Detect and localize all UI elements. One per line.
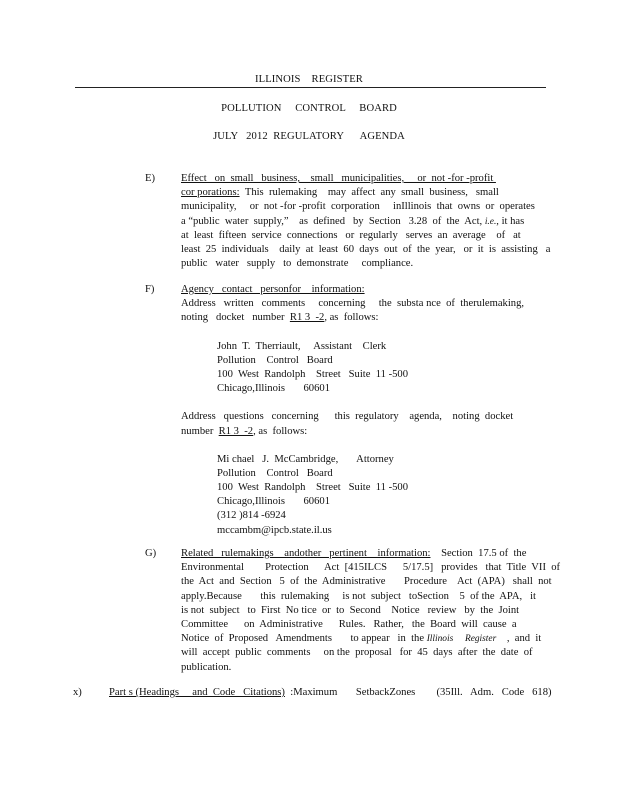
ie-italic: i.e. <box>484 216 497 227</box>
section-g-line-9: publication. <box>181 661 232 673</box>
header-divider <box>75 87 546 88</box>
section-x-heading: Part s (Headings and Code Citations) <box>109 687 285 698</box>
section-g-line-1: Related rulemakings andother pertinent information: Section 17.5 of the <box>181 548 527 559</box>
section-e-line-5: at least fifteen service connections or regularly serves an average of at <box>181 229 521 241</box>
section-e-line-6: least 25 individuals daily at least 60 days out of the year, or it is assisting a <box>181 243 551 255</box>
section-x-line: Part s (Headings and Code Citations) :Maximum SetbackZones (35Ill. Adm. Code 618) <box>109 687 552 698</box>
section-g-line-3: the Act and Section 5 of the Administrative Procedure Act (APA) shall not <box>181 576 552 588</box>
contact-2-line: Pollution Control Board <box>217 467 333 479</box>
section-e-marker: E) <box>145 173 155 184</box>
section-g-line-4: apply.Because this rulemaking is not subject toSection 5 of the APA, it <box>181 590 536 602</box>
section-g-heading: Related rulemakings andother pertinent information: <box>181 548 431 559</box>
board-title: POLLUTION CONTROL BOARD <box>221 103 397 114</box>
section-g-marker: G) <box>145 548 157 559</box>
contact-1-line: John T. Therriault, Assistant Clerk <box>217 340 387 352</box>
section-g-line-6: Committee on Administrative Rules. Rather, the Board will cause a <box>181 618 517 630</box>
section-x-marker: x) <box>73 687 82 698</box>
contact-1-line: Chicago,Illinois 60601 <box>217 383 330 395</box>
contact-2-line: Mi chael J. McCambridge, Attorney <box>217 453 394 465</box>
section-x-text <box>109 686 552 700</box>
contact-1-line: Pollution Control Board <box>217 354 333 366</box>
contact-2-phone: (312 )814 -6924 <box>217 510 286 522</box>
section-e-text <box>181 172 551 271</box>
illinois-register-italic: Illinois Register <box>426 634 497 645</box>
section-f-marker: F) <box>145 284 155 295</box>
section-g-line-2: Environmental Protection Act [415ILCS 5/17.5] provides that Title VII of <box>181 562 561 574</box>
section-g-line-5: is not subject to First No tice or to Second Notice review by the Joint <box>181 604 520 616</box>
contact-2-line: 100 West Randolph Street Suite 11 -500 <box>217 482 408 494</box>
section-f-line-2: Address written comments concerning the substa nce of therulemaking, <box>181 298 525 310</box>
section-f-text <box>181 283 525 538</box>
register-title: ILLINOIS REGISTER <box>255 74 363 85</box>
section-e-line-2b: cor porations: This rulemaking may affect any small business, small <box>181 187 499 199</box>
section-f-heading: Agency contact personfor information: <box>181 284 365 295</box>
section-f-line-3: noting docket number R1 3 -2, as follows: <box>181 312 379 324</box>
section-e-line-1: Effect on small business, small municipalities, or not -for -profit <box>181 173 496 184</box>
section-g-line-8: will accept public comments on the proposal for 45 days after the date of <box>181 647 533 659</box>
section-f-line-1 <box>181 283 511 297</box>
contact-2-email: mccambm@ipcb.state.il.us <box>217 524 332 536</box>
contact-block-attorney <box>181 453 511 538</box>
contact-2-line: Chicago,Illinois 60601 <box>217 496 330 508</box>
section-e-line-2-rest: This rulemaking may affect any small business, small <box>244 187 499 199</box>
section-e-line-4: a “public water supply,” as defined by Section 3.28 of the Act, i.e., it has <box>181 215 525 227</box>
section-g-text <box>181 547 561 675</box>
docket-number-2: R1 3 -2 <box>218 425 254 437</box>
contact-block-clerk <box>181 340 511 397</box>
section-g-line-7: Notice of Proposed Amendments to appear in the Illinois Register , and it <box>181 633 542 645</box>
section-f-questions-line-2: number R1 3 -2, as follows: <box>181 425 308 437</box>
section-e-line-3: municipality, or not -for -profit corporation inIllinois that owns or operates <box>181 201 535 213</box>
section-f-questions-line-1: Address questions concerning this regulatory agenda, noting docket <box>181 411 514 423</box>
section-e-line-7: public water supply to demonstrate compliance. <box>181 258 414 270</box>
agenda-title: JULY 2012 REGULATORY AGENDA <box>213 131 405 142</box>
contact-1-line: 100 West Randolph Street Suite 11 -500 <box>217 368 408 380</box>
docket-number-1: R1 3 -2 <box>289 312 325 324</box>
